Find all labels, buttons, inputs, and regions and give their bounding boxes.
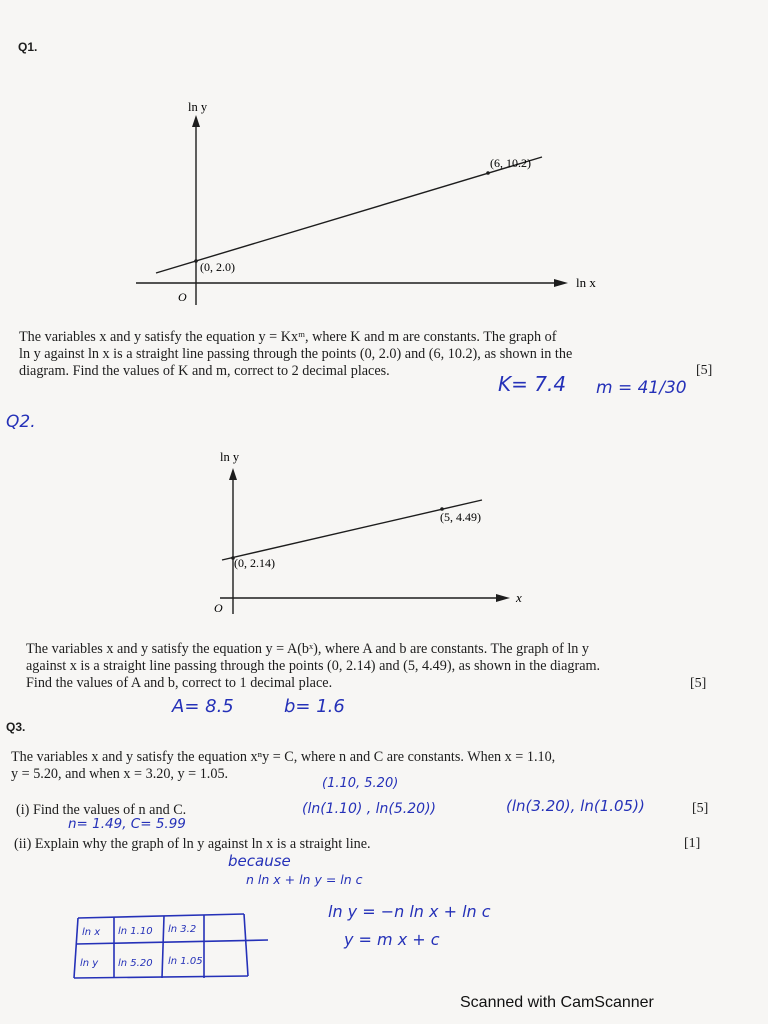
q2-ylabel: ln y [220, 450, 240, 464]
table-cell-4: ln y [80, 958, 99, 969]
q2-point-b: (5, 4.49) [440, 510, 481, 524]
q3-part-ii-marks: [1] [684, 836, 701, 851]
q3-note-pair: (1.10, 5.20) [322, 776, 399, 791]
q1-point-a-dot [194, 259, 198, 263]
q1-y-arrow [192, 115, 200, 127]
q3-note-eq1: n ln x + ln y = ln c [246, 872, 363, 887]
q2-marks: [5] [690, 676, 707, 691]
q2-text-line-1: The variables x and y satisfy the equation y = A(bˣ), where A and b are constants. The graph of ln y [26, 641, 590, 657]
q2-answer-a: A= 8.5 [172, 696, 234, 717]
q3-text-line-1: The variables x and y satisfy the equation xⁿy = C, where n and C are constants. When x = 1.10, [11, 749, 556, 765]
q3-note-eq2: ln y = −n ln x + ln c [328, 902, 491, 921]
q3-handwritten-table-lines [68, 906, 274, 988]
q3-note-because: because [228, 852, 291, 870]
q3-note-ln-pair1: (ln(1.10) , ln(5.20)) [302, 801, 436, 817]
q3-note-ln-pair2: (ln(3.20), ln(1.05)) [506, 797, 645, 815]
q2-y-arrow [229, 468, 237, 480]
q2-x-arrow [496, 594, 510, 602]
q2-label: Q2. [6, 412, 36, 432]
q1-graph [130, 95, 600, 310]
q3-part-i: (i) Find the values of n and C. [16, 802, 187, 818]
q3-note-eq3: y = m x + c [344, 930, 440, 949]
camscanner-watermark: Scanned with CamScanner [460, 994, 654, 1011]
q1-point-a: (0, 2.0) [200, 260, 235, 274]
table-cell-2: ln 1.10 [118, 926, 153, 937]
q1-text-line-2: ln y against ln x is a straight line passing through the points (0, 2.0) and (6, 10.2), as shown in the [19, 346, 573, 362]
q3-answer-nc: n= 1.49, C= 5.99 [68, 816, 186, 832]
table-cell-3: ln 3.2 [168, 924, 197, 935]
q2-text-line-3: Find the values of A and b, correct to 1 decimal place. [26, 675, 333, 691]
q1-graph-line [156, 157, 542, 273]
q1-text-line-3: diagram. Find the values of K and m, correct to 2 decimal places. [19, 363, 390, 379]
q1-text-line-1: The variables x and y satisfy the equation y = Kxᵐ, where K and m are constants. The graph of [19, 329, 557, 345]
q1-label: Q1. [18, 40, 38, 54]
q1-xlabel: ln x [576, 275, 596, 290]
q2-point-a: (0, 2.14) [234, 556, 275, 570]
q2-origin: O [214, 601, 223, 615]
q1-answer-k: K= 7.4 [498, 372, 567, 396]
q3-part-ii: (ii) Explain why the graph of ln y against ln x is a straight line. [14, 836, 371, 852]
q3-label: Q3. [6, 720, 26, 734]
q1-origin: O [178, 290, 187, 304]
q2-graph [200, 448, 540, 618]
q2-question-text [26, 641, 726, 692]
table-cell-6: ln 1.05 [168, 956, 203, 967]
q2-xlabel: x [516, 590, 522, 605]
table-cell-5: ln 5.20 [118, 958, 153, 969]
table-cell-1: ln x [82, 927, 101, 938]
q3-part-i-marks: [5] [692, 801, 709, 816]
q1-x-arrow [554, 279, 568, 287]
q1-point-b: (6, 10.2) [490, 156, 531, 170]
q1-answer-m: m = 41/30 [596, 378, 687, 398]
q2-answer-b: b= 1.6 [284, 696, 345, 717]
q1-point-b-dot [486, 171, 490, 175]
q3-text-line-2: y = 5.20, and when x = 3.20, y = 1.05. [11, 766, 229, 782]
q1-marks: [5] [696, 363, 713, 378]
q1-question-text [19, 329, 719, 380]
q2-text-line-2: against x is a straight line passing through the points (0, 2.14) and (5, 4.49), as shown in the diagram. [26, 658, 601, 674]
q1-ylabel: ln y [188, 100, 208, 114]
